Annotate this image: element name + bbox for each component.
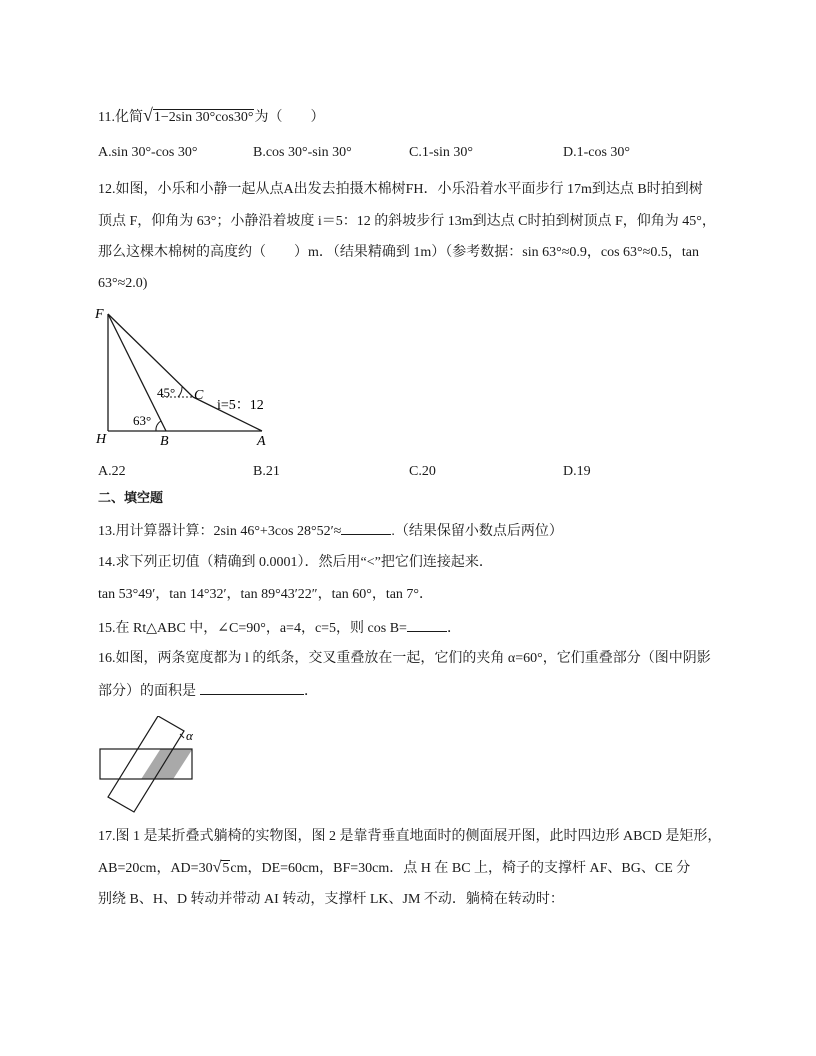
q15-text: 15.在 Rt△ABC 中，∠C=90°，a=4，c=5，则 cos B= <box>98 621 407 636</box>
q16-line-1: 16.如图，两条宽度都为 l 的纸条，交叉重叠放在一起，它们的夹角 α=60°，它们重叠部分（图中阴影 <box>98 651 711 666</box>
label-a: A <box>257 434 266 449</box>
q14-line-2: tan 53°49′，tan 14°32′，tan 89°43′22″，tan 60°，tan 7°． <box>98 587 434 602</box>
q13-text: 13.用计算器计算：2sin 46°+3cos 28°52′≈ <box>98 524 342 539</box>
q16-line-2-wrap <box>98 680 318 702</box>
label-b: B <box>160 434 169 449</box>
question-11 <box>98 105 324 128</box>
q16-line-2: 部分）的面积是 <box>98 684 196 699</box>
q11-suffix: 为（ ） <box>254 110 325 125</box>
q17-radical: √5 <box>212 859 230 876</box>
line-fc <box>108 314 193 397</box>
q12-option-b: B.21 <box>253 464 280 479</box>
label-alpha: α <box>186 728 193 743</box>
label-c: C <box>194 388 204 403</box>
q17-line-1: 17.图 1 是某折叠式躺椅的实物图，图 2 是靠背垂直地面时的侧面展开图，此时四边形 ABCD 是矩形， <box>98 829 722 844</box>
q17-radicand: 5 <box>222 861 230 876</box>
q15-tail: ． <box>446 621 461 636</box>
label-h: H <box>96 432 107 447</box>
q11-radicand: 1−2sin 30°cos30° <box>153 110 254 125</box>
q12-line-1: 12.如图，小乐和小静一起从点A出发去拍摄木棉树FH．小乐沿着水平面步行 17m到达点 B时拍到树 <box>98 182 703 197</box>
q16-tail: ． <box>304 684 318 699</box>
q17-line-2a: AB=20cm，AD=30 <box>98 861 213 876</box>
label-f: F <box>95 307 104 322</box>
label-angle-45: 45° <box>157 385 176 400</box>
label-slope: i=5：12 <box>217 398 264 413</box>
q12-figure <box>90 300 290 450</box>
question-15 <box>98 617 461 639</box>
question-13 <box>98 520 563 542</box>
q11-option-a: A.sin 30°-cos 30° <box>98 145 198 160</box>
q17-line-3: 别绕 B、H、D 转动并带动 AI 转动，支撑杆 LK、JM 不动．躺椅在转动时： <box>98 892 564 907</box>
q12-option-a: A.22 <box>98 464 126 479</box>
q11-option-d: D.1-cos 30° <box>563 145 631 160</box>
q12-line-2: 顶点 F，仰角为 63°；小静沿着坡度 i＝5：12 的斜坡步行 13m到达点 C时拍到树顶点 F，仰角为 45°， <box>98 214 716 229</box>
q16-figure <box>96 716 206 816</box>
q12-line-4: 63°≈2.0) <box>98 276 148 291</box>
q11-prefix: 11.化简 <box>98 110 143 125</box>
angle-63-arc <box>156 421 161 431</box>
q12-line-3: 那么这棵木棉树的高度约（ ）m．（结果精确到 1m）（参考数据：sin 63°≈0.9，cos 63°≈0.5，tan <box>98 245 699 260</box>
q17-line-2b: cm，DE=60cm，BF=30cm．点 H 在 BC 上，椅子的支撑杆 AF、BG、CE 分 <box>230 861 691 876</box>
q13-blank[interactable] <box>341 520 391 535</box>
q11-option-b: B.cos 30°-sin 30° <box>253 145 352 160</box>
q13-tail: .（结果保留小数点后两位） <box>391 524 563 539</box>
q12-option-c: C.20 <box>409 464 436 479</box>
q11-option-c: C.1-sin 30° <box>409 145 473 160</box>
label-angle-63: 63° <box>133 413 152 428</box>
overlap-shaded <box>141 749 192 779</box>
q11-radical: √1−2sin 30°cos30° <box>142 105 254 125</box>
q17-line-2 <box>98 858 690 879</box>
angle-45-arc <box>178 387 182 397</box>
q16-blank[interactable] <box>200 680 304 695</box>
section-heading-fill-in: 二、填空题 <box>98 491 164 506</box>
q12-option-d: D.19 <box>563 464 591 479</box>
q14-line-1: 14.求下列正切值（精确到 0.0001）．然后用“<”把它们连接起来． <box>98 555 493 570</box>
q15-blank[interactable] <box>407 617 447 632</box>
